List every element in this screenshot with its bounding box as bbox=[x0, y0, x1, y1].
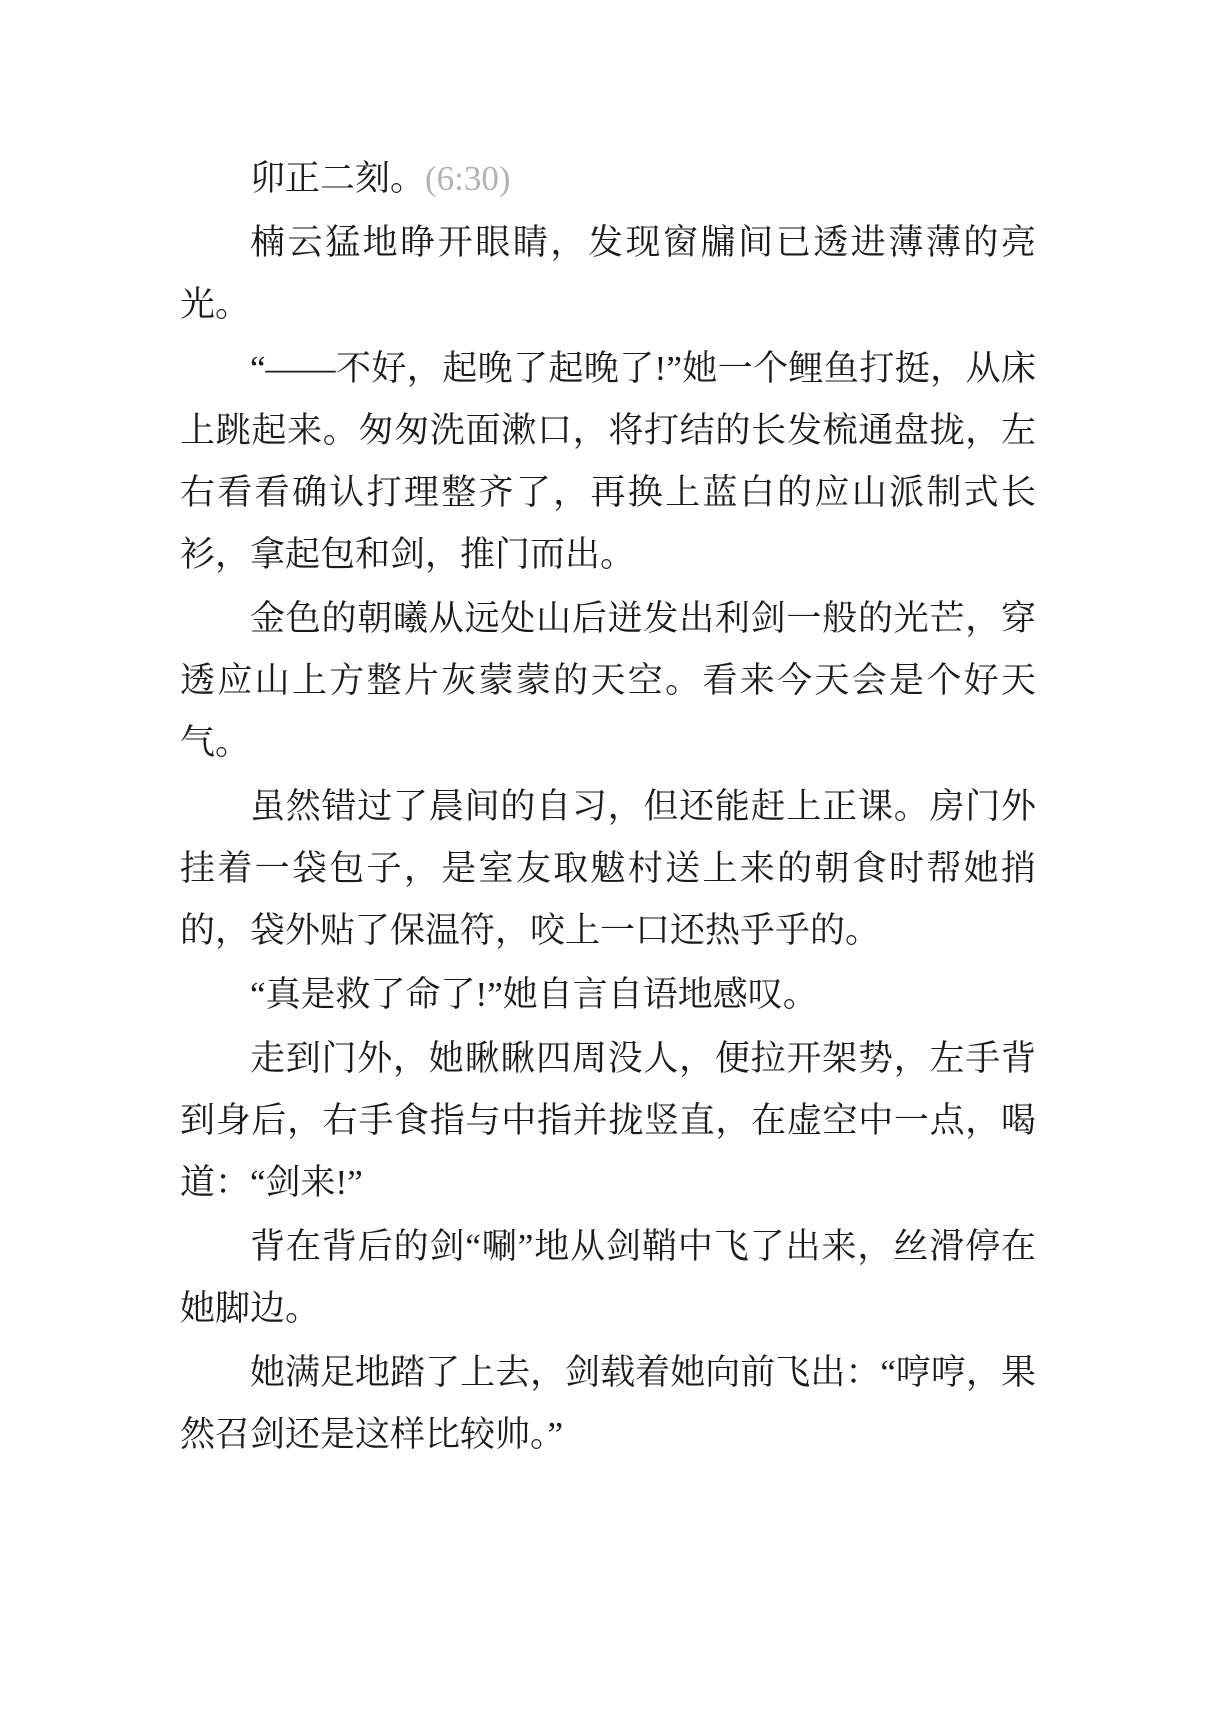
text-run: “真是救了命了!”她自言自语地感叹。 bbox=[250, 975, 818, 1014]
story-text bbox=[180, 148, 1036, 1468]
paragraph bbox=[180, 212, 1036, 336]
paragraph bbox=[180, 148, 1036, 210]
paragraph bbox=[180, 1342, 1036, 1466]
paragraph bbox=[180, 338, 1036, 586]
text-run: 卯正二刻。 bbox=[250, 159, 426, 198]
text-run: 金色的朝曦从远处山后迸发出利剑一般的光芒，穿透应山上方整片灰蒙蒙的天空。看来今天会是个好天气。 bbox=[180, 599, 1036, 762]
paragraph bbox=[180, 588, 1036, 774]
paragraph bbox=[180, 964, 1036, 1026]
text-run: 楠云猛地睁开眼睛，发现窗牖间已透进薄薄的亮光。 bbox=[180, 223, 1036, 324]
text-run: 虽然错过了晨间的自习，但还能赶上正课。房门外挂着一袋包子，是室友取魃村送上来的朝食时帮她捎的，袋外贴了保温符，咬上一口还热乎乎的。 bbox=[180, 787, 1036, 950]
paragraph bbox=[180, 1216, 1036, 1340]
text-run: “——不好，起晚了起晚了!”她一个鲤鱼打挺，从床上跳起来。匆匆洗面漱口，将打结的长发梳通盘拢，左右看看确认打理整齐了，再换上蓝白的应山派制式长衫，拿起包和剑，推门而出。 bbox=[180, 349, 1036, 574]
text-run: 她满足地踏了上去，剑载着她向前飞出：“哼哼，果然召剑还是这样比较帅。” bbox=[180, 1353, 1036, 1454]
text-run: 走到门外，她瞅瞅四周没人，便拉开架势，左手背到身后，右手食指与中指并拢竖直，在虚空中一点，喝道：“剑来!” bbox=[180, 1039, 1036, 1202]
text-run: 背在背后的剑“唰”地从剑鞘中飞了出来，丝滑停在她脚边。 bbox=[180, 1227, 1036, 1328]
paragraph bbox=[180, 776, 1036, 962]
paragraph bbox=[180, 1028, 1036, 1214]
time-annotation: (6:30) bbox=[425, 159, 511, 198]
